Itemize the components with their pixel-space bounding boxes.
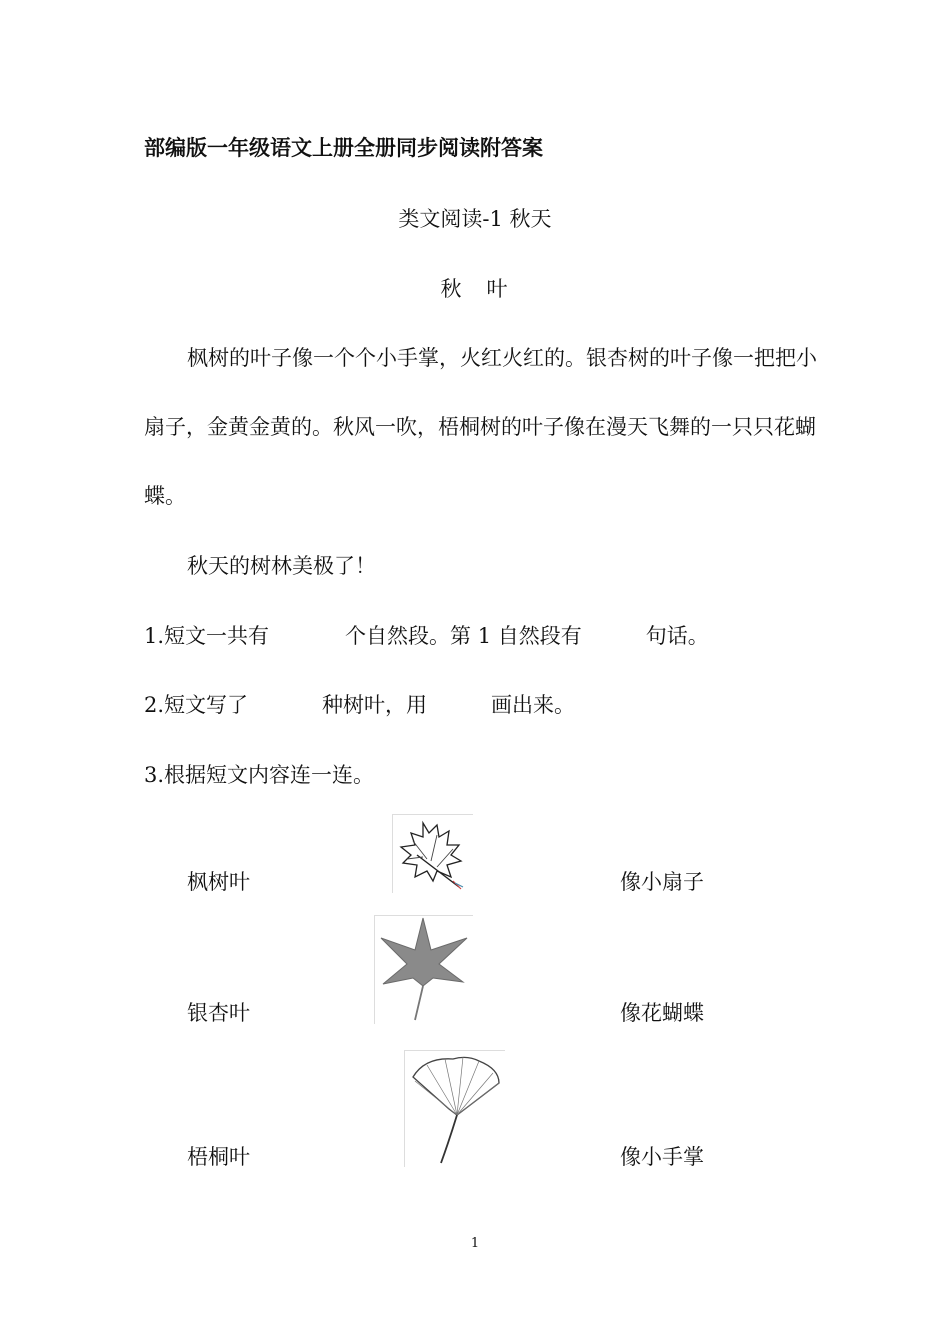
section-title: 类文阅读-1 秋天 — [398, 207, 552, 231]
question-text: 1.短文一共有 — [144, 624, 270, 648]
leaf-name-maple: 枫树叶 — [187, 870, 250, 894]
simile-butterfly: 像花蝴蝶 — [620, 1001, 704, 1025]
question-text: 种树叶，用 — [322, 693, 428, 717]
poem-title: 秋 叶 — [440, 277, 510, 301]
paragraph-line: 蝶。 — [144, 484, 186, 508]
leaf-outline-icon — [392, 814, 473, 893]
question-text: 句话。 — [645, 624, 709, 648]
leaf-name-ginkgo: 银杏叶 — [187, 1001, 250, 1025]
ginkgo-leaf-icon — [404, 1050, 505, 1167]
document-title: 部编版一年级语文上册全册同步阅读附答案 — [144, 136, 543, 160]
question-text: 2.短文写了 — [144, 693, 249, 717]
page-number: 1 — [470, 1236, 480, 1251]
question-1 — [144, 620, 709, 650]
question-2 — [144, 689, 575, 719]
paragraph-line: 秋天的树林美极了！ — [187, 554, 376, 578]
maple-leaf-icon — [374, 915, 473, 1024]
paragraph-line: 枫树的叶子像一个个小手掌，火红火红的。银杏树的叶子像一把把小 — [187, 346, 817, 370]
paragraph-line: 扇子，金黄金黄的。秋风一吹，梧桐树的叶子像在漫天飞舞的一只只花蝴 — [144, 415, 816, 439]
question-3: 3.根据短文内容连一连。 — [144, 763, 375, 787]
question-text: 个自然段。第 1 自然段有 — [345, 624, 582, 648]
simile-fan: 像小扇子 — [620, 870, 704, 894]
simile-palm: 像小手掌 — [620, 1145, 704, 1169]
leaf-name-wutong: 梧桐叶 — [187, 1145, 250, 1169]
question-text: 画出来。 — [491, 693, 576, 717]
